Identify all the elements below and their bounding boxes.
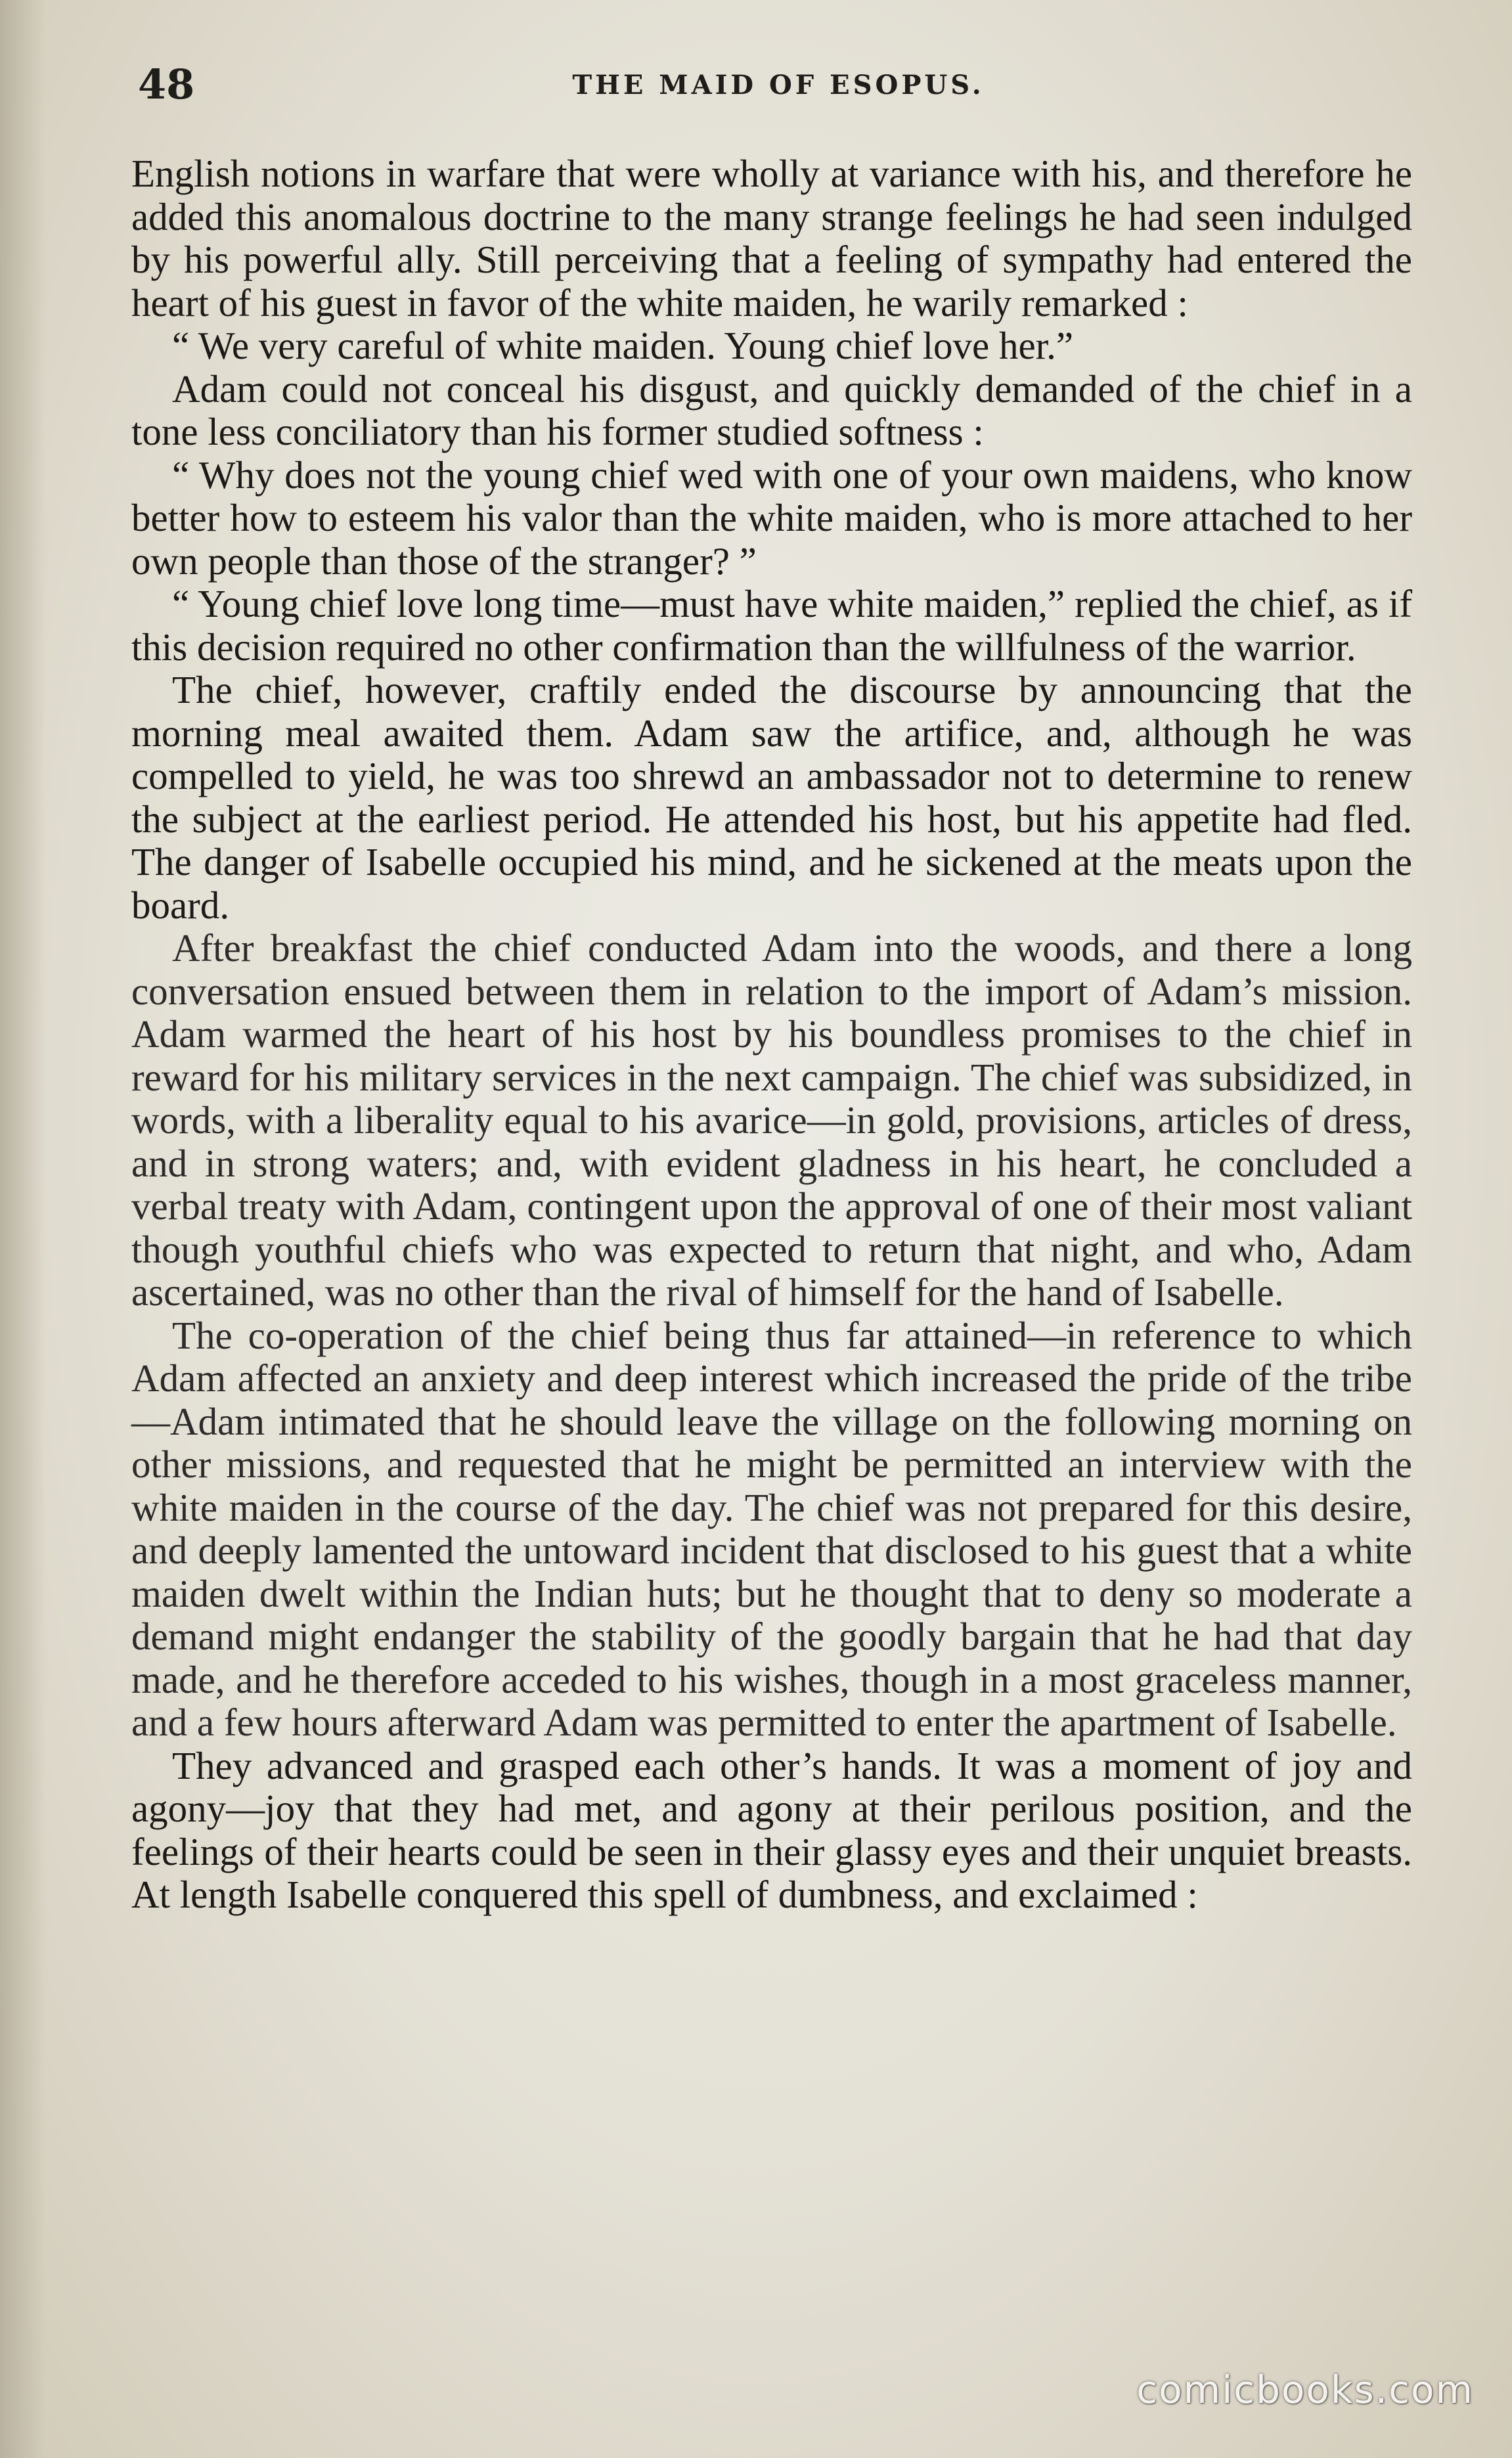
page-edge-shadow [0, 0, 46, 2458]
paragraph: Adam could not conceal his disgust, and quickly demanded of the chief in a tone less conciliatory than his former studied softness : [131, 367, 1412, 453]
paragraph-dialogue: “ Why does not the young chief wed with one of your own maidens, who know better how to esteem his valor than the white maiden, who is more attached to her own people than those of the stranger? ” [131, 453, 1412, 583]
paragraph: The chief, however, craftily ended the discourse by announcing that the morning meal awaited them. Adam saw the artifice, and, although he was compelled to yield, he was too shrewd an ambassador not to determine to renew the subject at the earliest period. He attended his host, but his appetite had fled. The danger of Isabelle occupied his mind, and he sickened at the meats upon the board. [131, 668, 1412, 927]
book-title: THE MAID OF ESOPUS. [572, 70, 985, 101]
paragraph: They advanced and grasped each other’s hands. It was a moment of joy and agony—joy that they had met, and agony at their perilous position, and the feelings of their hearts could be seen in their glassy eyes and their unquiet breasts. At length Isabelle conquered this spell of dumbness, and exclaimed : [131, 1743, 1412, 1916]
page-number: 48 [138, 60, 195, 108]
watermark: comicbooks.com [1136, 2367, 1474, 2412]
paragraph-dialogue: “ We very careful of white maiden. Young chief love her.” [172, 324, 1074, 367]
paragraph-continued: English notions in warfare that were wholly at variance with his, and therefore he added this anomalous doctrine to the many strange feelings he had seen indulged by his powerful ally. Still perceiving that a feeling of sympathy had entered the heart of his guest in favor of the white maiden, he warily remarked : [131, 152, 1412, 324]
running-head [138, 60, 1419, 113]
paragraph: The co-operation of the chief being thus far attained—in reference to which Adam affected an anxiety and deep interest which increased the pride of the tribe—Adam intimated that he should leave the village on the following morning on other missions, and requested that he might be permitted an interview with the white maiden in the course of the day. The chief was not prepared for this desire, and deeply lamented the untoward incident that disclosed to his guest that a white maiden dwelt within the Indian huts; but he thought that to deny so moderate a demand might endanger the stability of the goodly bargain that he had that day made, and he therefore acceded to his wishes, though in a most graceless manner, and a few hours afterward Adam was permitted to enter the apartment of Isabelle. [131, 1313, 1412, 1744]
paragraph: After breakfast the chief conducted Adam into the woods, and there a long conversation ensued between them in relation to the import of Adam’s mission. Adam warmed the heart of his host by his boundless promises to the chief in reward for his military services in the next campaign. The chief was subsidized, in words, with a liberality equal to his avarice—in gold, provisions, articles of dress, and in strong waters; and, with evident gladness in his heart, he concluded a verbal treaty with Adam, contingent upon the approval of one of their most valiant though youthful chiefs who was expected to return that night, and who, Adam ascertained, was no other than the rival of himself for the hand of Isabelle. [131, 926, 1412, 1314]
body-text [131, 152, 1412, 1917]
paragraph-dialogue: “ Young chief love long time—must have white maiden,” replied the chief, as if this decision required no other confirmation than the willfulness of the warrior. [131, 582, 1412, 669]
